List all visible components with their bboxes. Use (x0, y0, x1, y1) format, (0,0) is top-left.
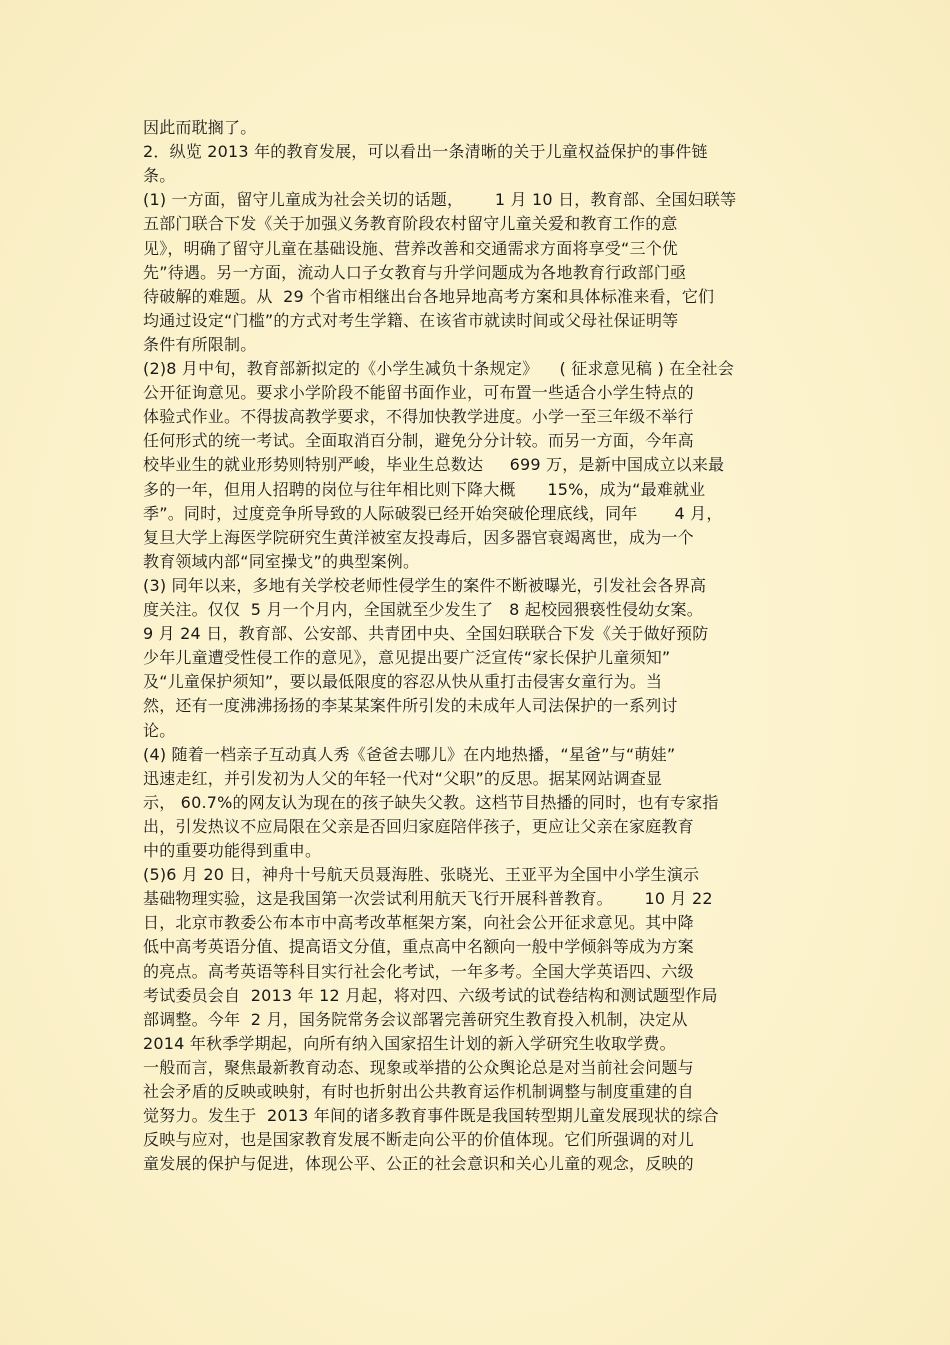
text-line: 迅速走红，并引发初为人父的年轻一代对“父职”的反思。据某网站调查显 (143, 768, 663, 788)
text-line: 体验式作业。不得拔高教学要求，不得加快教学进度。小学一至三年级不举行 (143, 407, 694, 427)
text-line: (5)6 月 20 日，神舟十号航天员聂海胜、张晓光、王亚平为全国中小学生演示 (143, 865, 700, 885)
text-line: 觉努力。发生于 2013 年间的诸多教育事件既是我国转型期儿童发展现状的综合 (143, 1106, 719, 1126)
text-line: 任何形式的统一考试。全面取消百分制，避免分分计较。而另一方面，今年高 (143, 431, 694, 451)
text-line: 五部门联合下发《关于加强义务教育阶段农村留守儿童关爱和教育工作的意 (143, 214, 678, 234)
text-line: 条件有所限制。 (143, 334, 257, 354)
text-line: (3) 同年以来，多地有关学校老师性侵学生的案件不断被曝光，引发社会各界高 (143, 575, 707, 595)
text-line: 季”。同时，过度竞争所导致的人际破裂已经开始突破伦理底线，同年 4 月， (143, 503, 723, 523)
text-line: 基础物理实验，这是我国第一次尝试利用航天飞行开展科普教育。 10 月 22 (143, 889, 713, 909)
text-line: 因此而耽搁了。 (143, 118, 257, 137)
text-line: 低中高考英语分值、提高语文分值，重点高中名额向一般中学倾斜等成为方案 (143, 937, 694, 957)
text-line: 2．纵览 2013 年的教育发展，可以看出一条清晰的关于儿童权益保护的事件链 (143, 142, 708, 162)
text-line: 先”待遇。另一方面，流动人口子女教育与升学问题成为各地教育行政部门亟 (143, 262, 687, 282)
text-line: 示， 60.7%的网友认为现在的孩子缺失父教。这档节目热播的同时，也有专家指 (143, 792, 719, 812)
text-line: 考试委员会自 2013 年 12 月起，将对四、六级考试的试卷结构和测试题型作局 (143, 985, 718, 1005)
text-line: 待破解的难题。从 29 个省市相继出台各地异地高考方案和具体标准来看，它们 (143, 286, 715, 306)
text-line: 多的一年，但用人招聘的岗位与往年相比则下降大概 15%，成为“最难就业 (143, 479, 706, 499)
text-line: 少年儿童遭受性侵工作的意见》，意见提出要广泛宣传“家长保护儿童须知” (143, 648, 671, 668)
text-line: 一般而言，聚焦最新教育动态、现象或举措的公众舆论总是对当前社会问题与 (143, 1057, 694, 1077)
text-line: 见》，明确了留守儿童在基础设施、营养改善和交通需求方面将享受“三个优 (143, 238, 679, 258)
text-line: 条。 (143, 166, 176, 186)
text-line: 度关注。仅仅 5 月一个月内，全国就至少发生了 8 起校园猥亵性侵幼女案。 (143, 600, 703, 619)
text-line: 复旦大学上海医学院研究生黄洋被室友投毒后，因多器官衰竭离世，成为一个 (143, 527, 694, 547)
text-line: (2)8 月中旬，教育部新拟定的《小学生减负十条规定》 ( 征求意见稿 ) 在全社会 (143, 359, 735, 378)
text-line: (4) 随着一档亲子互动真人秀《爸爸去哪儿》在内地热播，“星爸”与“萌娃” (143, 744, 676, 764)
text-line: 然，还有一度沸沸扬扬的李某某案件所引发的未成年人司法保护的一系列讨 (143, 696, 678, 716)
text-line: (1) 一方面，留守儿童成为社会关切的话题， 1 月 10 日，教育部、全国妇联等 (143, 190, 737, 210)
text-line: 2014 年秋季学期起，向所有纳入国家招生计划的新入学研究生收取学费。 (143, 1033, 676, 1053)
text-line: 童发展的保护与促进，体现公平、公正的社会意识和关心儿童的观念，反映的 (143, 1154, 694, 1174)
text-line: 中的重要功能得到重申。 (143, 841, 322, 860)
text-line: 教育领域内部“同室操戈”的典型案例。 (143, 551, 420, 571)
text-line: 社会矛盾的反映或映射，有时也折射出公共教育运作机制调整与制度重建的自 (143, 1082, 694, 1101)
text-line: 公开征询意见。要求小学阶段不能留书面作业，可布置一些适合小学生特点的 (143, 383, 694, 403)
text-line: 均通过设定“门槛”的方式对考生学籍、在该省市就读时间或父母社保证明等 (143, 310, 679, 330)
text-line: 日，北京市教委公布本市中高考改革框架方案，向社会公开征求意见。其中降 (143, 913, 694, 933)
text-line: 反映与应对，也是国家教育发展不断走向公平的价值体现。它们所强调的对儿 (143, 1130, 694, 1150)
text-line: 部调整。今年 2 月，国务院常务会议部署完善研究生教育投入机制，决定从 (143, 1009, 688, 1029)
text-line: 校毕业生的就业形势则特别严峻，毕业生总数达 699 万，是新中国成立以来最 (143, 455, 725, 475)
text-line: 论。 (143, 720, 176, 740)
text-line: 9 月 24 日，教育部、公安部、共青团中央、全国妇联联合下发《关于做好预防 (143, 624, 709, 644)
text-line: 的亮点。高考英语等科目实行社会化考试，一年多考。全国大学英语四、六级 (143, 961, 694, 981)
text-line: 及“儿童保护须知”，要以最低限度的容忍从快从重打击侵害女童行为。当 (143, 672, 663, 692)
text-line: 出，引发热议不应局限在父亲是否回归家庭陪伴孩子，更应让父亲在家庭教育 (143, 816, 694, 836)
